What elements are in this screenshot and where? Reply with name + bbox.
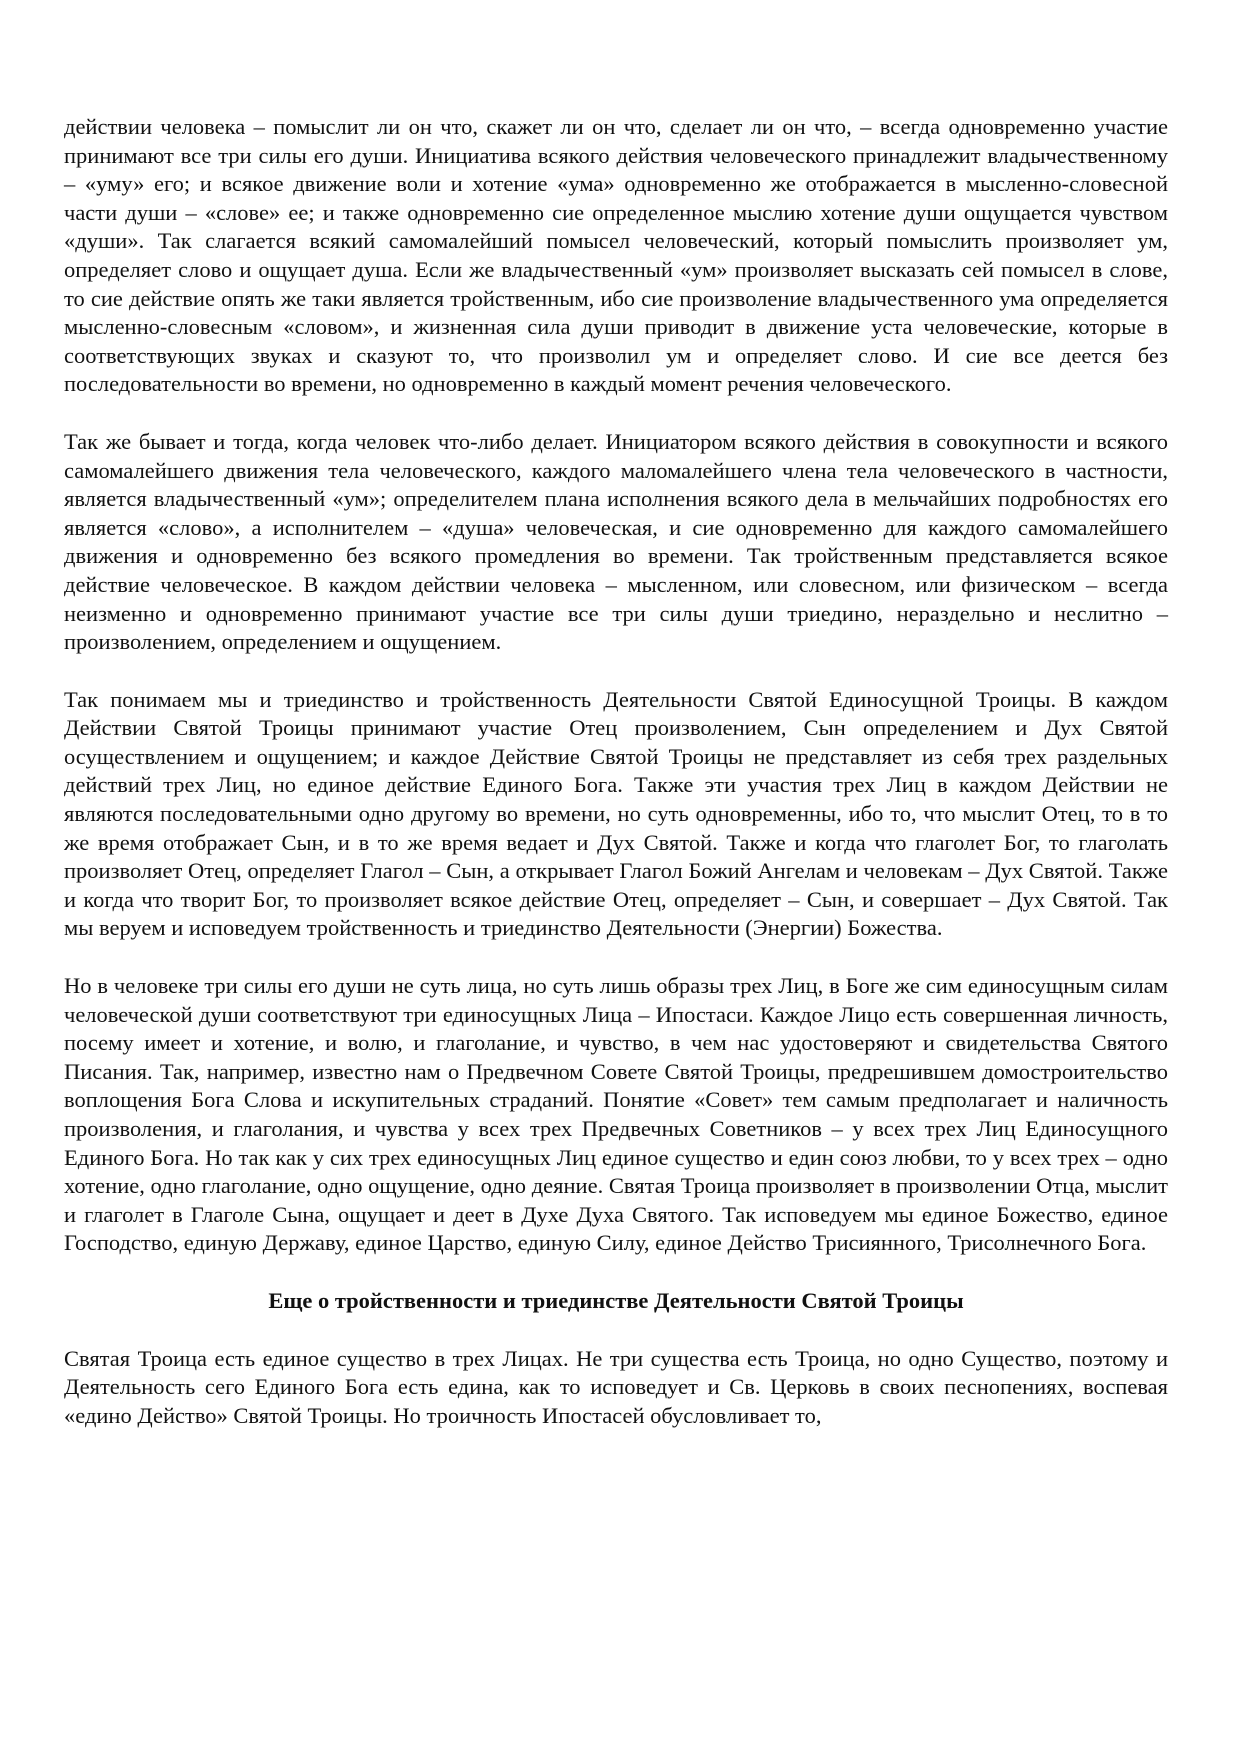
paragraph-2: Так же бывает и тогда, когда человек что-либо делает. Инициатором всякого действия в совокупности и всякого самомалейшего движения тела человеческого, каждого маломалейшего члена тела человеческого в частности, является владычественный «ум»; определителем плана исполнения всякого дела в мельчайших подробностях его является «слово», а исполнителем – «душа» человеческая, и сие одновременно для каждого самомалейшего движения и одновременно без всякого промедления во времени. Так тройственным представляется всякое действие человеческое. В каждом действии человека – мысленном, или словесном, или физическом – всегда неизменно и одновременно принимают участие все три силы души триедино, нераздельно и неслитно – произволением, определением и ощущением. — [64, 428, 1168, 655]
paragraph-3: Так понимаем мы и триединство и тройственность Деятельности Святой Единосущной Троицы. В каждом Действии Святой Троицы принимают участие Отец произволением, Сын определением и Дух Святой осуществлением и ощущением; и каждое Действие Святой Троицы не представляет из себя трех раздельных действий трех Лиц, но единое действие Единого Бога. Также эти участия трех Лиц в каждом Действии не являются последовательными одно другому во времени, но суть одновременны, ибо то, что мыслит Отец, то в то же время отображает Сын, и в то же время ведает и Дух Святой. Также и когда что глаголет Бог, то глаголать произволяет Отец, определяет Глагол – Сын, а открывает Глагол Божий Ангелам и человекам – Дух Святой. Также и когда что творит Бог, то произволяет всякое действие Отец, определяет – Сын, и совершает – Дух Святой. Так мы веруем и исповедуем тройственность и триединство Деятельности (Энергии) Божества. — [64, 686, 1168, 941]
paragraph-1: действии человека – помыслит ли он что, скажет ли он что, сделает ли он что, – всегда одновременно участие принимают все три силы его души. Инициатива всякого действия человеческого принадлежит владычественному – «уму» его; и всякое движение воли и хотение «ума» одновременно же отображается в мысленно-словесной части души – «слове» ее; и также одновременно сие определенное мыслию хотение души ощущается чувством «души». Так слагается всякий самомалейший помысел человеческий, который помыслить произволяет ум, определяет слово и ощущает душа. Если же владычественный «ум» произволяет высказать сей помысел в слове, то сие действие опять же таки является тройственным, ибо сие произволение владычественного ума определяется мысленно-словесным «словом», и жизненная сила души приводит в движение уста человеческие, которые в соответствующих звуках и сказуют то, что произволил ум и определяет слово. И сие все деется без последовательности во времени, но одновременно в каждый момент речения человеческого. — [64, 114, 1168, 397]
paragraph-4: Но в человеке три силы его души не суть лица, но суть лишь образы трех Лиц, в Боге же сим единосущным силам человеческой души соответствуют три единосущных Лица – Ипостаси. Каждое Лицо есть совершенная личность, посему имеет и хотение, и волю, и глаголание, и чувство, в чем нас удостоверяют и свидетельства Святого Писания. Так, например, известно нам о Предвечном Совете Святой Троицы, предрешившем домостроительство воплощения Бога Слова и искупительных страданий. Понятие «Совет» тем самым предполагает и наличность произволения, и глаголания, и чувства у всех трех Предвечных Советников – у всех трех Лиц Единосущного Единого Бога. Но так как у сих трех единосущных Лиц единое существо и един союз любви, то у всех трех – одно хотение, одно глаголание, одно ощущение, одно деяние. Святая Троица произволяет в произволении Отца, мыслит и глаголет в Глаголе Сына, ощущает и деет в Духе Духа Святого. Так исповедуем мы единое Божество, единое Господство, единую Державу, единое Царство, единую Силу, единое Действо Трисиянного, Трисолнечного Бога. — [64, 973, 1168, 1256]
document-page — [64, 113, 1168, 1459]
paragraph-5: Святая Троица есть единое существо в трех Лицах. Не три существа есть Троица, но одно Существо, поэтому и Деятельность сего Единого Бога есть едина, как то исповедует и Св. Церковь в своих песнопениях, воспевая «едино Действо» Святой Троицы. Но троичность Ипостасей обусловливает то, — [64, 1345, 1168, 1428]
section-heading: Еще о тройственности и триединстве Деятельности Святой Троицы — [268, 1287, 964, 1313]
